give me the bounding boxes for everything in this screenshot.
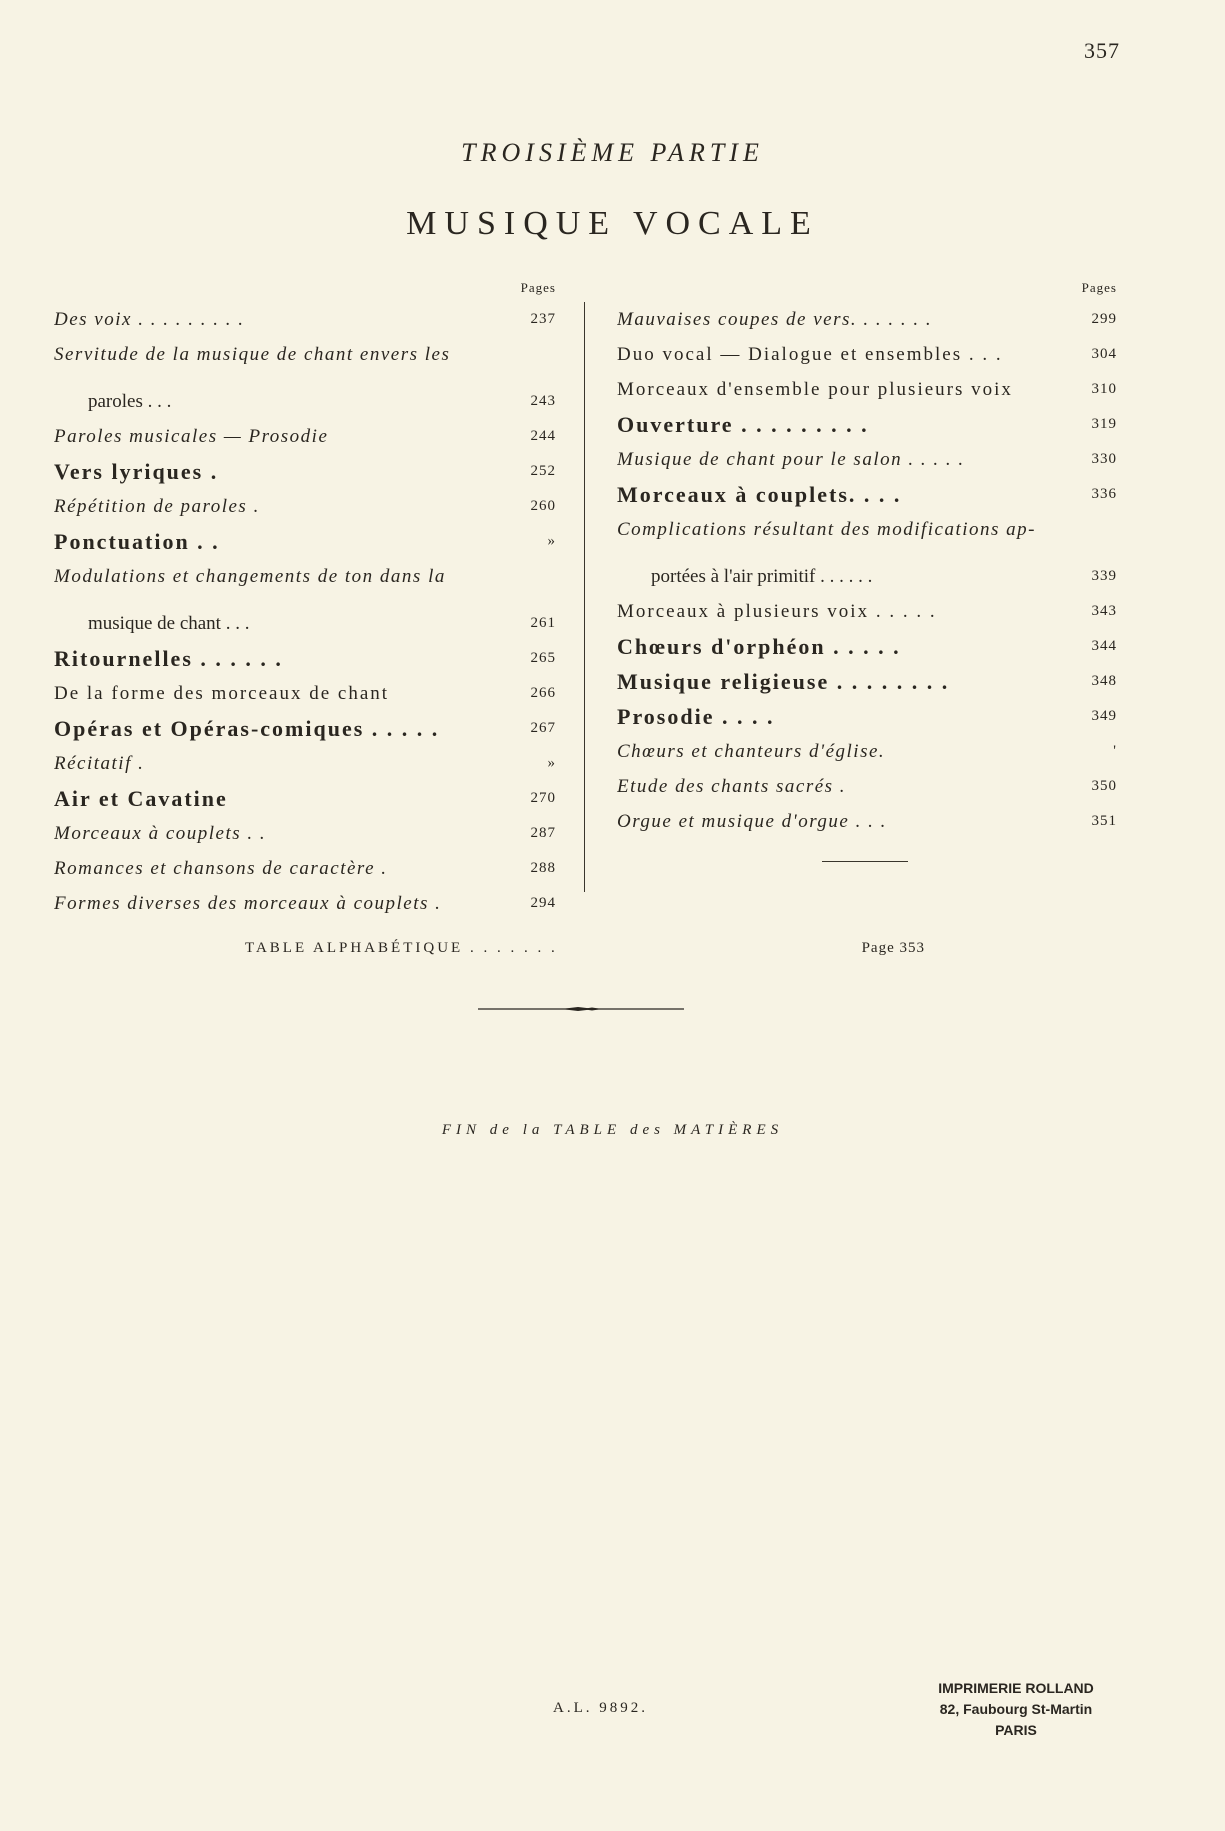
toc-entry-page: 265 bbox=[530, 650, 556, 666]
toc-entry-title: Formes diverses des morceaux à couplets . bbox=[54, 893, 442, 914]
toc-entry-page: 287 bbox=[530, 825, 556, 841]
toc-entry-page: 261 bbox=[530, 615, 556, 631]
toc-entry bbox=[54, 454, 556, 489]
toc-entry bbox=[617, 664, 1117, 699]
toc-entry bbox=[617, 337, 1117, 372]
toc-entry-page: 330 bbox=[1091, 451, 1117, 467]
toc-left-column bbox=[54, 280, 556, 921]
toc-entry-title: Récitatif . bbox=[54, 753, 145, 774]
toc-entry-title: Vers lyriques . bbox=[54, 459, 219, 484]
printer-line-2: 82, Faubourg St-Martin bbox=[939, 1701, 1093, 1717]
toc-entry bbox=[54, 302, 556, 337]
toc-entry-continuation: musique de chant . . . bbox=[88, 613, 250, 634]
printer-line-3: PARIS bbox=[995, 1722, 1037, 1738]
alphabetical-table-page: Page 353 bbox=[861, 940, 925, 956]
column-divider bbox=[584, 302, 585, 892]
toc-entry bbox=[617, 512, 1117, 594]
toc-entry-title: Morceaux à couplets . . bbox=[54, 823, 267, 844]
toc-entry-title: Paroles musicales — Prosodie bbox=[54, 426, 329, 447]
toc-right-column bbox=[617, 280, 1117, 839]
short-rule bbox=[822, 861, 908, 862]
toc-entry bbox=[54, 676, 556, 711]
toc-entry bbox=[617, 769, 1117, 804]
toc-entry-page: ' bbox=[1113, 743, 1117, 759]
toc-entry-page: 348 bbox=[1091, 673, 1117, 689]
toc-entry bbox=[54, 559, 556, 641]
toc-entry-title: Mauvaises coupes de vers. . . . . . . bbox=[617, 309, 933, 330]
toc-entry-title: Orgue et musique d'orgue . . . bbox=[617, 811, 887, 832]
toc-right-list bbox=[617, 302, 1117, 839]
toc-entry-page: 244 bbox=[530, 428, 556, 444]
toc-entry-title: Complications résultant des modifications ap- bbox=[617, 519, 1036, 540]
toc-entry-page: 299 bbox=[1091, 311, 1117, 327]
toc-entry bbox=[54, 711, 556, 746]
toc-entry-page: 270 bbox=[530, 790, 556, 806]
toc-entry-title: Servitude de la musique de chant envers les bbox=[54, 344, 451, 365]
toc-entry bbox=[617, 477, 1117, 512]
toc-entry-title: Chœurs et chanteurs d'église. bbox=[617, 741, 886, 762]
toc-entry-title: Morceaux à plusieurs voix . . . . . bbox=[617, 601, 937, 622]
part-title: TROISIÈME PARTIE bbox=[461, 138, 764, 167]
section-title: MUSIQUE VOCALE bbox=[406, 205, 819, 242]
toc-entry-page: 237 bbox=[530, 311, 556, 327]
toc-entry-title: Ritournelles . . . . . . bbox=[54, 646, 283, 671]
toc-entry-title: Répétition de paroles . bbox=[54, 496, 260, 517]
toc-entry-title: Musique religieuse . . . . . . . . bbox=[617, 669, 950, 694]
toc-entry bbox=[54, 524, 556, 559]
page-number: 357 bbox=[1084, 38, 1120, 63]
toc-entry bbox=[54, 746, 556, 781]
pages-header-right: Pages bbox=[1081, 280, 1117, 295]
alphabetical-table-line bbox=[245, 940, 925, 957]
toc-entry bbox=[617, 804, 1117, 839]
printer-imprint bbox=[902, 1678, 1130, 1741]
toc-entry-title: Romances et chansons de caractère . bbox=[54, 858, 388, 879]
pages-header-left: Pages bbox=[520, 280, 556, 295]
toc-entry bbox=[54, 816, 556, 851]
toc-entry bbox=[54, 419, 556, 454]
toc-entry-title: Ponctuation . . bbox=[54, 529, 220, 554]
toc-entry-page: 294 bbox=[530, 895, 556, 911]
toc-entry bbox=[617, 372, 1117, 407]
printer-line-1: IMPRIMERIE ROLLAND bbox=[938, 1680, 1094, 1696]
toc-entry-page: 310 bbox=[1091, 381, 1117, 397]
toc-entry-page: 336 bbox=[1091, 486, 1117, 502]
toc-entry-title: Morceaux d'ensemble pour plusieurs voix bbox=[617, 379, 1013, 400]
toc-left-list bbox=[54, 302, 556, 921]
toc-entry bbox=[54, 851, 556, 886]
toc-entry bbox=[617, 699, 1117, 734]
toc-entry-title: Musique de chant pour le salon . . . . . bbox=[617, 449, 965, 470]
toc-entry-page: 339 bbox=[1091, 568, 1117, 584]
toc-entry-page: 266 bbox=[530, 685, 556, 701]
toc-entry-page: 319 bbox=[1091, 416, 1117, 432]
toc-entry-title: Des voix . . . . . . . . . bbox=[54, 309, 245, 330]
end-of-table-text: FIN de la TABLE des MATIÈRES bbox=[441, 1122, 784, 1138]
toc-entry-title: Morceaux à couplets. . . . bbox=[617, 482, 902, 507]
toc-entry-title: Air et Cavatine bbox=[54, 786, 228, 811]
footer-code: A.L. 9892. bbox=[553, 1700, 648, 1716]
toc-entry-page: 349 bbox=[1091, 708, 1117, 724]
toc-entry-title: Ouverture . . . . . . . . . bbox=[617, 412, 869, 437]
toc-entry-page: 252 bbox=[530, 463, 556, 479]
toc-entry bbox=[54, 886, 556, 921]
toc-entry bbox=[617, 407, 1117, 442]
toc-entry-title: Chœurs d'orphéon . . . . . bbox=[617, 634, 901, 659]
toc-entry-title: Prosodie . . . . bbox=[617, 704, 775, 729]
toc-entry-continuation: portées à l'air primitif . . . . . . bbox=[651, 566, 873, 587]
toc-entry bbox=[617, 302, 1117, 337]
toc-entry bbox=[617, 594, 1117, 629]
toc-entry-page: 267 bbox=[530, 720, 556, 736]
toc-entry-page: 343 bbox=[1091, 603, 1117, 619]
toc-entry-title: Duo vocal — Dialogue et ensembles . . . bbox=[617, 344, 1003, 365]
alphabetical-table-label: TABLE ALPHABÉTIQUE . . . . . . . bbox=[245, 940, 558, 956]
toc-entry bbox=[54, 781, 556, 816]
toc-entry-page: » bbox=[547, 755, 556, 771]
toc-entry-page: 350 bbox=[1091, 778, 1117, 794]
toc-entry bbox=[54, 337, 556, 419]
toc-entry-title: Etude des chants sacrés . bbox=[617, 776, 847, 797]
toc-entry-title: De la forme des morceaux de chant bbox=[54, 683, 390, 704]
toc-entry bbox=[617, 629, 1117, 664]
toc-entry bbox=[617, 442, 1117, 477]
toc-entry-page: 351 bbox=[1091, 813, 1117, 829]
toc-entry bbox=[54, 641, 556, 676]
toc-entry bbox=[54, 489, 556, 524]
toc-entry-page: 288 bbox=[530, 860, 556, 876]
toc-entry-continuation: paroles . . . bbox=[88, 391, 172, 412]
toc-entry-page: 260 bbox=[530, 498, 556, 514]
toc-entry-page: 304 bbox=[1091, 346, 1117, 362]
toc-entry-page: 243 bbox=[530, 393, 556, 409]
toc-entry-page: » bbox=[547, 533, 556, 549]
toc-entry-page: 344 bbox=[1091, 638, 1117, 654]
ornament-rule-icon bbox=[478, 1006, 684, 1012]
toc-entry-title: Opéras et Opéras-comiques . . . . . bbox=[54, 716, 440, 741]
toc-entry bbox=[617, 734, 1117, 769]
toc-entry-title: Modulations et changements de ton dans la bbox=[54, 566, 446, 587]
